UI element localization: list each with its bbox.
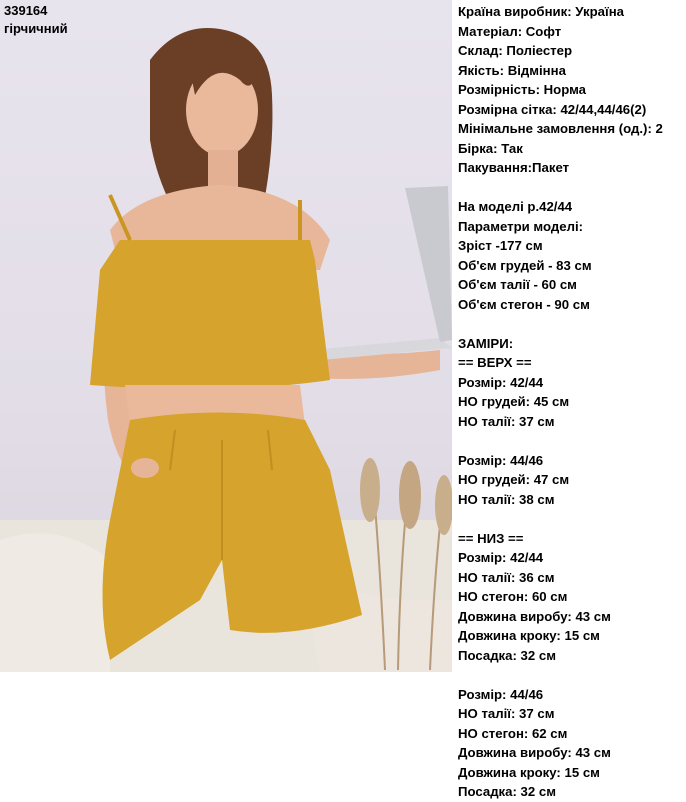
model-line: Параметри моделі: xyxy=(458,218,584,234)
top-title: == ВЕРХ == xyxy=(458,355,532,370)
top-size-line: Розмір: 42/44 xyxy=(458,374,544,390)
bottom-size-line: Довжина кроку: 15 см xyxy=(458,764,600,780)
model-line: Об'єм грудей - 83 см xyxy=(458,257,592,273)
bottom-size-line: Розмір: 44/46 xyxy=(458,686,544,702)
model-line: На моделі р.42/44 xyxy=(458,199,573,214)
model-line: Об'єм талії - 60 см xyxy=(458,277,577,292)
spec-line: Матеріал: Софт xyxy=(458,23,562,39)
spec-line: Мінімальне замовлення (од.): 2 xyxy=(458,121,663,136)
spec-line: Якість: Відмінна xyxy=(458,62,566,78)
product-color: гірчичний xyxy=(4,21,68,36)
model-line: Об'єм стегон - 90 см xyxy=(458,296,590,312)
product-code: 339164 xyxy=(4,3,48,18)
bottom-size-line: Довжина кроку: 15 см xyxy=(458,628,600,643)
shorts xyxy=(103,413,363,661)
spec-line: Розмірність: Норма xyxy=(458,82,587,97)
bottom-size-line: Довжина виробу: 43 см xyxy=(458,745,611,760)
top-size-line: НО талії: 38 см xyxy=(458,491,555,507)
bottom-size-line: Довжина виробу: 43 см xyxy=(458,608,611,624)
bottom-size-line: Посадка: 32 см xyxy=(458,784,556,799)
bottom-size-line: НО стегон: 62 см xyxy=(458,725,568,741)
spec-line: Пакування:Пакет xyxy=(458,160,570,175)
specs-panel xyxy=(458,2,684,802)
spec-line: Розмірна сітка: 42/44,44/46(2) xyxy=(458,101,647,117)
measurements-title: ЗАМІРИ: xyxy=(458,335,514,351)
spec-line: Бірка: Так xyxy=(458,140,523,156)
top-size-line: Розмір: 44/46 xyxy=(458,452,544,468)
top-size-line: НО талії: 37 см xyxy=(458,413,555,429)
bottom-size-line: Розмір: 42/44 xyxy=(458,550,544,565)
bottom-title: == НИЗ == xyxy=(458,530,524,546)
bottom-size-line: Посадка: 32 см xyxy=(458,647,556,663)
spec-line: Склад: Поліестер xyxy=(458,43,573,58)
bottom-size-line: НО стегон: 60 см xyxy=(458,589,568,604)
product-label xyxy=(4,2,68,38)
bottom-size-line: НО талії: 37 см xyxy=(458,706,555,721)
cushion xyxy=(0,533,110,672)
model-line: Зріст -177 см xyxy=(458,238,543,253)
crop-top xyxy=(90,240,330,389)
spec-line: Країна виробник: Україна xyxy=(458,4,625,19)
top-size-line: НО грудей: 45 см xyxy=(458,394,570,409)
bottom-size-line: НО талії: 36 см xyxy=(458,569,555,585)
top-size-line: НО грудей: 47 см xyxy=(458,472,570,487)
